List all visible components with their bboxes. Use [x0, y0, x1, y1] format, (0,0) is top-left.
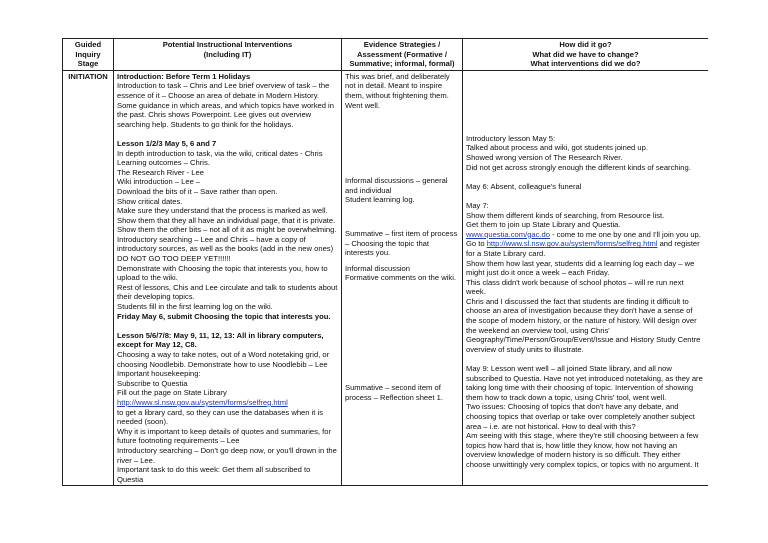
reflection-line: May 7:: [466, 200, 489, 210]
evidence-line: Informal discussions – general and individual: [345, 176, 448, 195]
header-stage: Guided Inquiry Stage: [63, 39, 114, 71]
initiation-row: [63, 70, 709, 486]
intervention-line: Important task to do this week: Get them all subscribed to Questia: [117, 465, 311, 484]
intervention-line: Introduction to task – Chris and Lee brief overview of task – the essence of it – Choose an area of debate in Modern History. Some guidance in which areas, and which topics have worked in the past. Chris shows Powerpoint. Lee gives out overview searching help. Students to go think for the holidays.: [117, 81, 334, 129]
header-row: [63, 39, 709, 71]
text-segment: and register for a State Library card.: [466, 239, 700, 258]
paragraph-gap: [466, 191, 705, 201]
intervention-line: Subscribe to Questia: [117, 378, 188, 388]
intervention-line: In depth introduction to task, via the wiki, critical dates - Chris Learning outcomes – Chris.: [117, 148, 323, 168]
stage-cell: [63, 70, 114, 486]
intervention-line: DO NOT GO TOO DEEP YET!!!!!!: [117, 254, 231, 264]
intervention-line: Introductory searching – Lee and Chris – have a copy of introductory sources, as well as the books (add in the new ones): [117, 234, 334, 254]
reflection-line: Am seeing with this stage, where they're still choosing between a few topics how hard that is, how little they know, how not having an overview knowledge of modern history is so difficult. They either choose unwittingly very complex topics, or topics with no argument. It: [466, 431, 699, 469]
reflection-line: Two issues: Choosing of topics that don't have any debate, and choosing topics that overlap or take over completely another subject area – i.e. are not historical. How to deal with this?: [466, 402, 695, 431]
intervention-line: Demonstrate with Choosing the topic that interests you, how to upload to the wiki.: [117, 263, 328, 283]
evidence-line: Informal discussion: [345, 263, 410, 273]
text-segment: Go to: [466, 239, 487, 249]
intervention-line: Introductory searching – Don't go deep now, or you'll drown in the river – Lee.: [117, 445, 337, 465]
planning-table: [62, 38, 708, 486]
intervention-line: The Research River - Lee: [117, 167, 204, 177]
intervention-line: Wiki introduction – Lee –: [117, 177, 201, 187]
intervention-line: Lesson 5/6/7/8: May 9, 11, 12, 13: All in library computers, except for May 12, C8.: [117, 330, 324, 350]
hyperlink[interactable]: http://www.sl.nsw.gov.au/system/forms/selfreg.html: [117, 397, 288, 407]
reflection-line: May 6: Absent, colleague's funeral: [466, 181, 582, 191]
reflection-line: Show them different kinds of searching, from Resource list.: [466, 210, 665, 220]
reflection-line: This class didn't work because of school photos – will re run next week.: [466, 277, 684, 297]
interventions-cell: [114, 70, 342, 486]
spacer: [466, 72, 705, 134]
spacer: [345, 283, 459, 383]
reflection-line: Showed wrong version of The Research River.: [466, 152, 623, 162]
intervention-line: Why it is important to keep details of quotes and summaries, for future footnoting requirements – Lee: [117, 426, 331, 446]
intervention-line: Lesson 1/2/3 May 5, 6 and 7: [117, 138, 217, 148]
intervention-line: Show them the other bits – not all of it as might be overwhelming.: [117, 225, 337, 235]
evidence-line: Student learning log.: [345, 195, 415, 205]
header-evidence: Evidence Strategies / Assessment (Formative / Summative; informal, formal): [342, 39, 463, 71]
intervention-line: Introduction: Before Term 1 Holidays: [117, 71, 251, 81]
intervention-line: to get a library card, so they can use the databases when it is needed (soon).: [117, 407, 323, 427]
evidence-line: Formative comments on the wiki.: [345, 273, 456, 283]
evidence-line: Summative – second item of process – Reflection sheet 1.: [345, 382, 443, 402]
reflection-line: Talked about process and wiki, got students joined up.: [466, 143, 648, 153]
evidence-line: This was brief, and deliberately not in detail. Meant to inspire them, without frightening them. Went well.: [345, 71, 450, 110]
reflection-line: Chris and I discussed the fact that students are finding it difficult to choose an area of investigation because they don't have a sense of the scope of modern history, or the nature of history. Will design over the weekend an overview tool, using Chris' Geography/Time/Person/Group/Event/Issue and History Study Centre overview of study units to illustrate.: [466, 296, 701, 354]
paragraph-gap: [117, 129, 338, 139]
intervention-line: Show them that they all have an individual page, that it is private.: [117, 215, 336, 225]
paragraph-gap: [466, 354, 705, 364]
reflection-line: May 9: Lesson went well – all joined State library, and all now subscribed to Questia. Have not yet introduced notetaking, as they are taking long time with their choosing of topic. Intervention of showing them how to track down a topic, using Chris' tool, went well.: [466, 364, 703, 402]
reflection-line: [466, 239, 705, 258]
intervention-line: Show critical dates.: [117, 196, 183, 206]
intervention-line: Download the bits of it – Save rather than open.: [117, 186, 278, 196]
intervention-line: Fill out the page on State Library: [117, 388, 227, 398]
reflection-cell: [463, 70, 709, 486]
paragraph-gap: [117, 321, 338, 331]
spacer: [345, 110, 459, 176]
reflection-line: Show them how last year, students did a learning log each day – we might just do it once a week – each Friday.: [466, 258, 695, 278]
reflection-line: Did not get across strongly enough the different kinds of searching.: [466, 162, 691, 172]
hyperlink[interactable]: www.questia.com/gac.do: [466, 229, 550, 239]
evidence-cell: [342, 70, 463, 486]
intervention-line: Choosing a way to take notes, out of a Word notetaking grid, or choosing Noodlebib. Demonstrate how to use Noodlebib – Lee: [117, 350, 330, 369]
intervention-line: Important housekeeping:: [117, 369, 201, 379]
document-page: [62, 38, 708, 543]
evidence-line: Summative – first item of process – Choosing the topic that interests you.: [345, 228, 458, 258]
stage-label: INITIATION: [68, 71, 108, 81]
hyperlink[interactable]: http://www.sl.nsw.gov.au/system/forms/selfreg.html: [486, 239, 658, 249]
paragraph-gap: [466, 172, 705, 182]
header-reflection: How did it go? What did we have to change? What interventions did we do?: [463, 39, 709, 71]
header-interventions: Potential Instructional Interventions (Including IT): [114, 39, 342, 71]
reflection-line: [466, 230, 705, 240]
intervention-line: Students fill in the first learning log on the wiki.: [117, 302, 273, 312]
intervention-line: Make sure they understand that the process is marked as well.: [117, 206, 328, 216]
intervention-line: Friday May 6, submit Choosing the topic that interests you.: [117, 311, 331, 321]
spacer: [345, 205, 459, 229]
reflection-line: Introductory lesson May 5:: [466, 133, 556, 143]
intervention-line: Rest of lessons, Chis and Lee circulate and talk to students about their developing topics.: [117, 282, 338, 302]
text-segment: - come to me one by one and I'll join you up.: [550, 229, 701, 239]
reflection-line: Get them to join up State Library and Questia.: [466, 220, 621, 230]
